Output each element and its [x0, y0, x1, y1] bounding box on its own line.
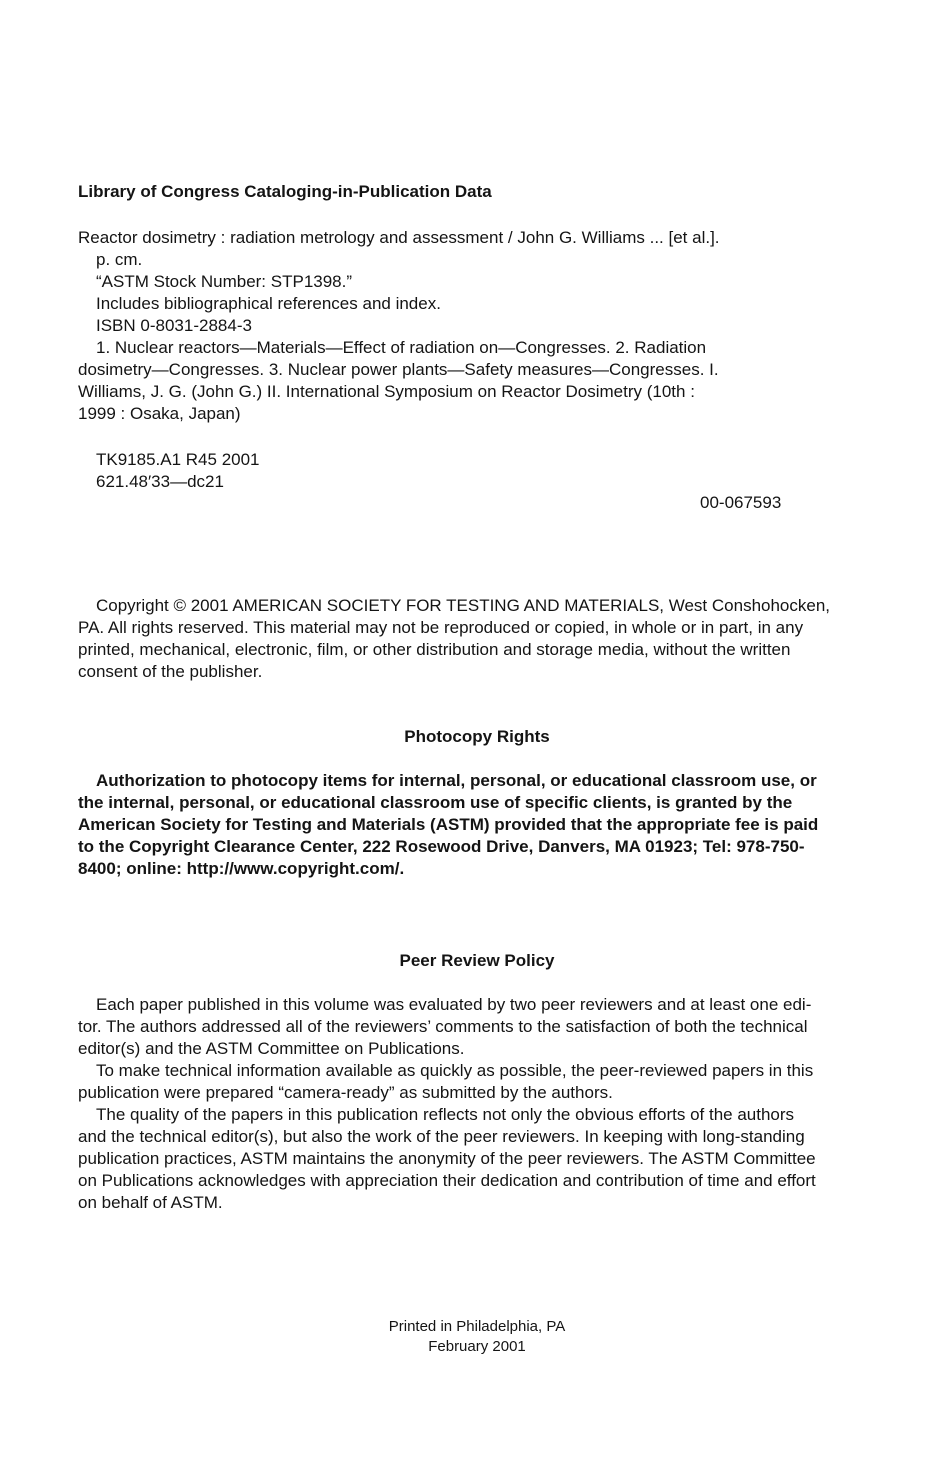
- cip-subject-line: 1999 : Osaka, Japan): [78, 404, 241, 423]
- photocopy-line: 8400; online: http://www.copyright.com/.: [78, 859, 405, 878]
- photocopy-line: Authorization to photocopy items for internal, personal, or educational classroom use, or: [96, 771, 817, 790]
- peer-review-line: The quality of the papers in this publication reflects not only the obvious efforts of the authors: [96, 1105, 795, 1124]
- printed-location: Printed in Philadelphia, PA: [388, 1318, 566, 1335]
- peer-review-line: editor(s) and the ASTM Committee on Publications.: [78, 1039, 465, 1058]
- cip-call-number: TK9185.A1 R45 2001: [96, 450, 260, 469]
- copyright-line: printed, mechanical, electronic, film, or other distribution and storage media, without the written: [78, 640, 791, 659]
- cip-subject-line: 1. Nuclear reactors—Materials—Effect of radiation on—Congresses. 2. Radiation: [96, 338, 707, 357]
- photocopy-line: American Society for Testing and Materials (ASTM) provided that the appropriate fee is paid: [78, 815, 819, 834]
- cip-isbn: ISBN 0-8031-2884-3: [96, 316, 252, 335]
- cip-lccn: 00-067593: [700, 493, 782, 512]
- peer-review-heading: Peer Review Policy: [399, 951, 555, 970]
- peer-review-line: on Publications acknowledges with appreciation their dedication and contribution of time and effort: [78, 1171, 816, 1190]
- cip-includes: Includes bibliographical references and index.: [96, 294, 441, 313]
- copyright-line: consent of the publisher.: [78, 662, 263, 681]
- peer-review-line: tor. The authors addressed all of the reviewers’ comments to the satisfaction of both the technical: [78, 1017, 808, 1036]
- peer-review-line: on behalf of ASTM.: [78, 1193, 223, 1212]
- cip-title-line: Reactor dosimetry : radiation metrology and assessment / John G. Williams ... [et al.].: [78, 228, 720, 247]
- photocopy-heading: Photocopy Rights: [404, 727, 550, 746]
- photocopy-line: to the Copyright Clearance Center, 222 Rosewood Drive, Danvers, MA 01923; Tel: 978-750-: [78, 837, 805, 856]
- cip-stock-number: “ASTM Stock Number: STP1398.”: [96, 272, 353, 291]
- photocopy-line: the internal, personal, or educational classroom use of specific clients, is granted by the: [78, 793, 793, 812]
- peer-review-line: Each paper published in this volume was evaluated by two peer reviewers and at least one edi-: [96, 995, 812, 1014]
- cip-pcm: p. cm.: [96, 250, 143, 269]
- peer-review-line: publication were prepared “camera-ready” as submitted by the authors.: [78, 1083, 613, 1102]
- peer-review-line: and the technical editor(s), but also the work of the peer reviewers. In keeping with long-standing: [78, 1127, 805, 1146]
- copyright-line: Copyright © 2001 AMERICAN SOCIETY FOR TESTING AND MATERIALS, West Conshohocken,: [96, 596, 831, 615]
- cip-subject-line: Williams, J. G. (John G.) II. International Symposium on Reactor Dosimetry (10th :: [78, 382, 695, 401]
- cip-subject-line: dosimetry—Congresses. 3. Nuclear power plants—Safety measures—Congresses. I.: [78, 360, 719, 379]
- peer-review-line: publication practices, ASTM maintains the anonymity of the peer reviewers. The ASTM Committee: [78, 1149, 816, 1168]
- copyright-line: PA. All rights reserved. This material may not be reproduced or copied, in whole or in part, in any: [78, 618, 804, 637]
- printed-date: February 2001: [428, 1338, 526, 1355]
- peer-review-line: To make technical information available as quickly as possible, the peer-reviewed papers in this: [96, 1061, 814, 1080]
- cip-heading: Library of Congress Cataloging-in-Publication Data: [78, 182, 492, 201]
- cip-dewey: 621.48′33—dc21: [96, 472, 224, 491]
